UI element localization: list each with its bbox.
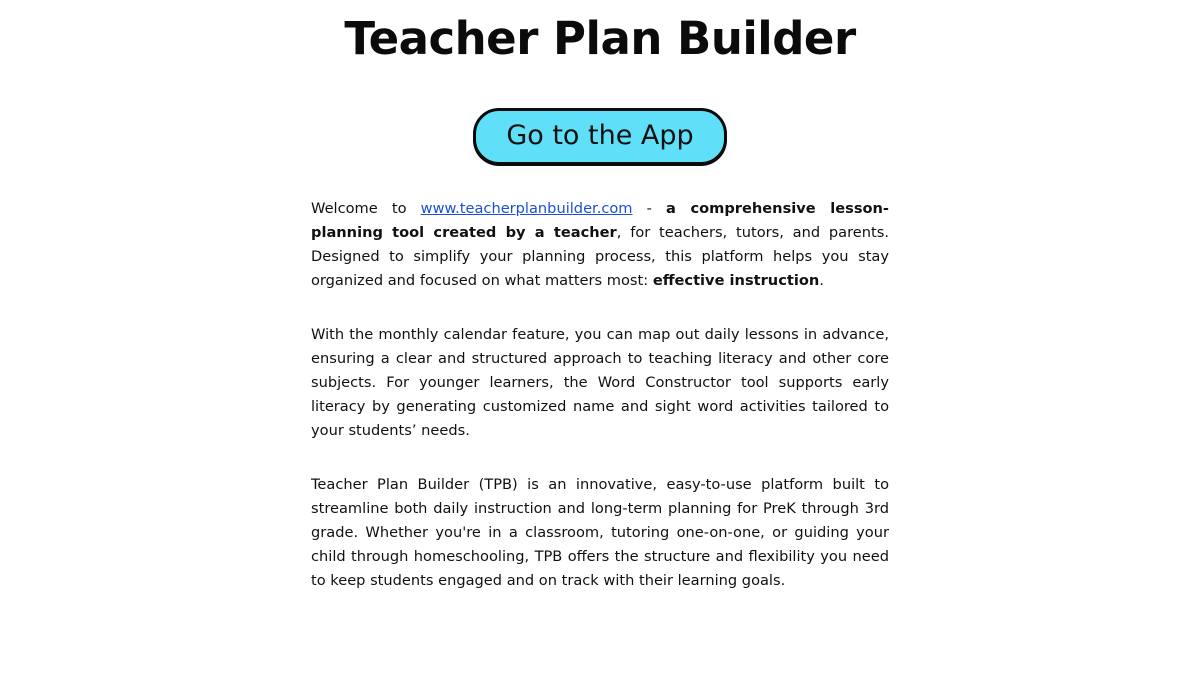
paragraph-welcome bbox=[311, 197, 889, 293]
intro-content bbox=[311, 165, 889, 593]
welcome-middle-text: , for teachers, tutors, and parents. Designed to simplify your planning process, this platform helps you stay organized and focused on what matters most: bbox=[311, 223, 889, 289]
welcome-bold-phrase-2: effective instruction bbox=[652, 271, 820, 289]
welcome-after-link-text: - bbox=[632, 199, 667, 217]
welcome-bold-phrase-1: a comprehensive lesson-planning tool created by a teacher bbox=[311, 199, 889, 241]
welcome-lead-text: Welcome to bbox=[311, 199, 421, 217]
paragraph-about-tpb: Teacher Plan Builder (TPB) is an innovative, easy-to-use platform built to streamline both daily instruction and long-term planning for PreK through 3rd grade. Whether you're in a classroom, tutoring one-on-one, or guiding your child through homeschooling, TPB offers the structure and flexibility you need to keep students engaged and on track with their learning goals. bbox=[311, 475, 889, 589]
paragraph-calendar-feature: With the monthly calendar feature, you can map out daily lessons in advance, ensuring a clear and structured approach to teaching literacy and other core subjects. For younger learners, the Word Constructor tool supports early literacy by generating customized name and sight word activities tailored to your students’ needs. bbox=[311, 325, 889, 439]
go-to-app-button[interactable]: Go to the App bbox=[473, 108, 726, 165]
cta-container bbox=[0, 108, 1200, 165]
teacherplanbuilder-link[interactable]: www.teacherplanbuilder.com bbox=[420, 199, 633, 217]
page-title: Teacher Plan Builder bbox=[344, 12, 856, 65]
welcome-tail-text: . bbox=[819, 271, 824, 289]
